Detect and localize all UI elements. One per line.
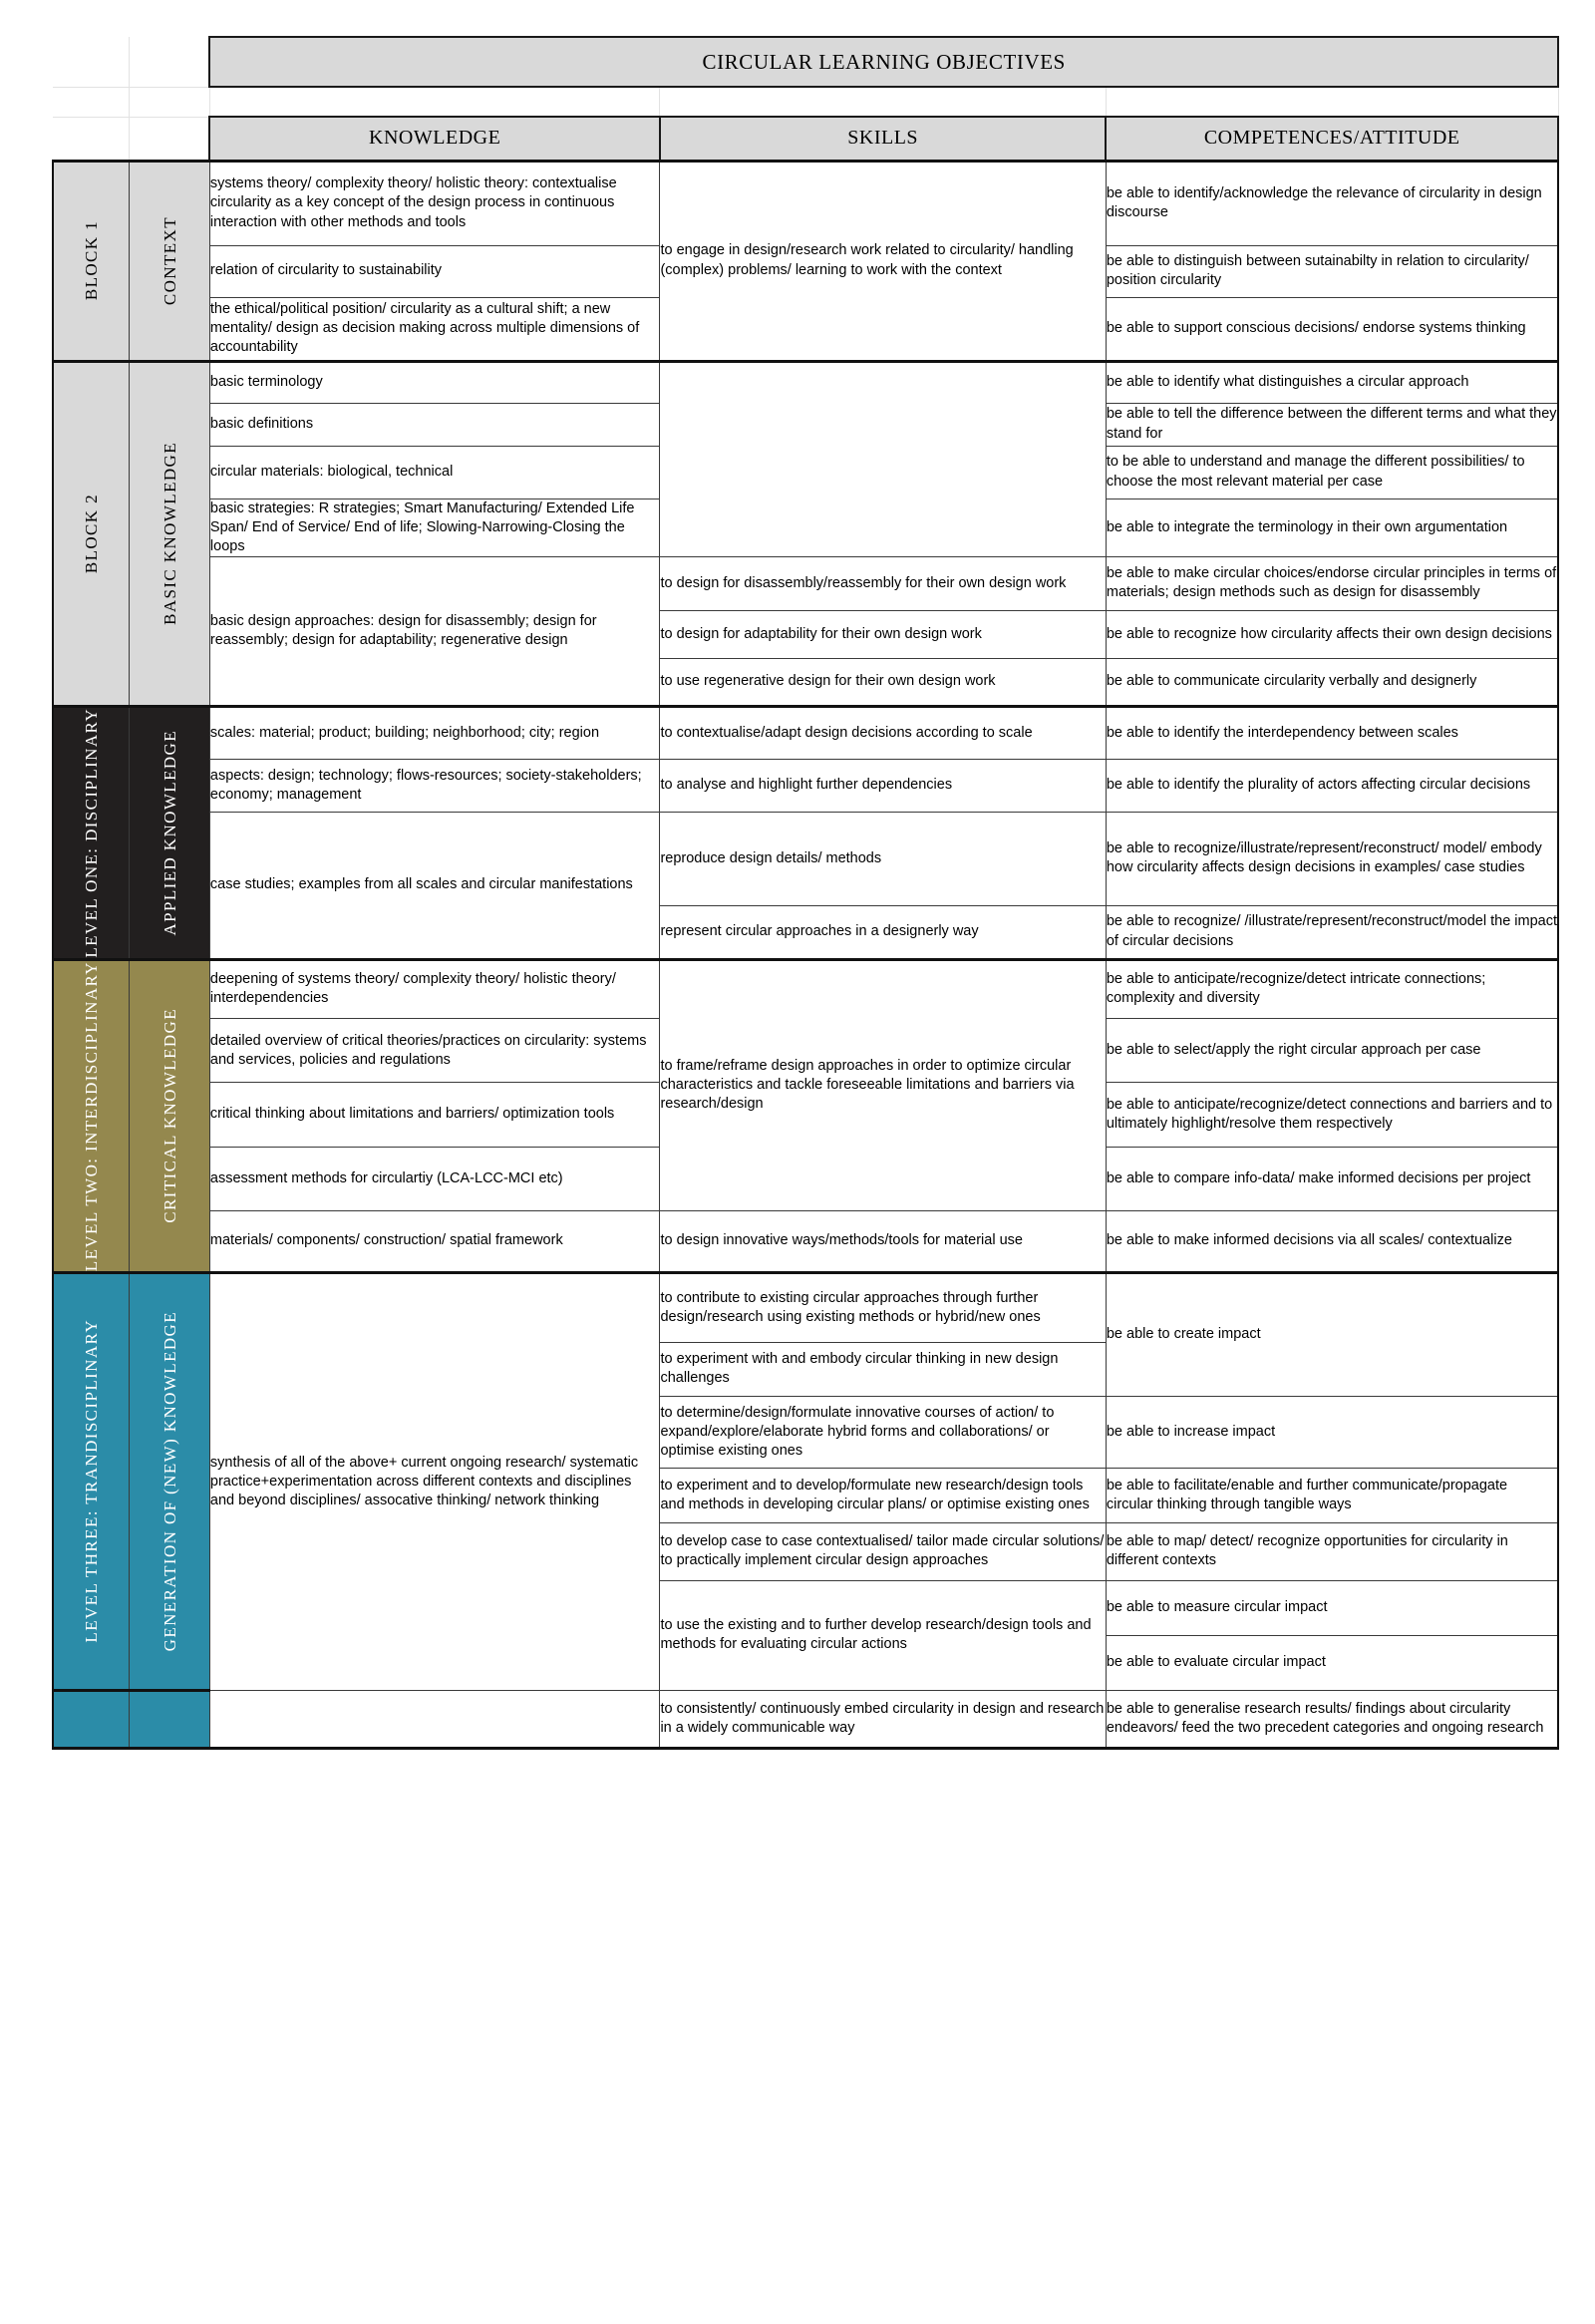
page-title: CIRCULAR LEARNING OBJECTIVES xyxy=(209,37,1558,87)
spreadsheet-sheet xyxy=(0,36,1595,2324)
competences-cell: be able to recognize/ /illustrate/represent/reconstruct/model the impact of circular decisions xyxy=(1106,905,1558,959)
skills-cell: to develop case to case contextualised/ tailor made circular solutions/ to practically implement circular design approaches xyxy=(660,1522,1106,1580)
level-band-level-two: LEVEL TWO: INTERDISCIPLINARY xyxy=(53,959,130,1272)
header-corner-b xyxy=(130,117,210,161)
knowledge-cell: case studies; examples from all scales and circular manifestations xyxy=(209,812,660,959)
competences-cell: be able to recognize/illustrate/represent/reconstruct/ model/ embody how circularity affects design decisions in examples/ case studies xyxy=(1106,812,1558,905)
knowledge-cell: relation of circularity to sustainability xyxy=(209,245,660,297)
knowledge-cell: assessment methods for circulartiy (LCA-LCC-MCI etc) xyxy=(209,1147,660,1210)
competences-cell: be able to tell the difference between the different terms and what they stand for xyxy=(1106,403,1558,446)
skills-cell: to design for adaptability for their own design work xyxy=(660,610,1106,658)
spacer-cell-a xyxy=(53,87,130,117)
category-band-context: CONTEXT xyxy=(130,161,210,361)
competences-cell: be able to generalise research results/ findings about circularity endeavors/ feed the two precedent categories and ongoing research xyxy=(1106,1690,1558,1748)
skills-cell: to design for disassembly/reassembly for their own design work xyxy=(660,556,1106,610)
table-row xyxy=(53,1272,1558,1342)
competences-cell: be able to identify the interdependency between scales xyxy=(1106,706,1558,759)
knowledge-cell: aspects: design; technology; flows-resources; society-stakeholders; economy; management xyxy=(209,759,660,812)
skills-cell: reproduce design details/ methods xyxy=(660,812,1106,905)
knowledge-cell: materials/ components/ construction/ spatial framework xyxy=(209,1210,660,1272)
knowledge-cell: basic definitions xyxy=(209,403,660,446)
competences-cell: be able to anticipate/recognize/detect connections and barriers and to ultimately highlight/resolve them respectively xyxy=(1106,1083,1558,1147)
competences-cell: be able to distinguish between sutainabilty in relation to circularity/ position circularity xyxy=(1106,245,1558,297)
spacer-cell-b xyxy=(130,87,210,117)
knowledge-cell: synthesis of all of the above+ current ongoing research/ systematic practice+experimentation across different contexts and disciplines and beyond disciplines/ assocative thinking/ network thinking xyxy=(209,1272,660,1690)
table-row xyxy=(53,1690,1558,1748)
competences-cell: be able to compare info-data/ make informed decisions per project xyxy=(1106,1147,1558,1210)
level-band-level-one: LEVEL ONE: DISCIPLINARY xyxy=(53,706,130,959)
competences-cell: be able to create impact xyxy=(1106,1272,1558,1396)
table-row xyxy=(53,556,1558,610)
knowledge-cell: the ethical/political position/ circularity as a cultural shift; a new mentality/ design as decision making across multiple dimensions of accountability xyxy=(209,297,660,361)
skills-cell: to use the existing and to further develop research/design tools and methods for evaluating circular actions xyxy=(660,1580,1106,1690)
competences-cell: be able to make circular choices/endorse circular principles in terms of materials; design methods such as design for disassembly xyxy=(1106,556,1558,610)
level-band-level-three: LEVEL THREE: TRANDISCIPLINARY xyxy=(53,1272,130,1690)
corner-cell-b xyxy=(130,37,210,87)
table-row xyxy=(53,959,1558,1019)
knowledge-cell: basic design approaches: design for disassembly; design for reassembly; design for adaptability; regenerative design xyxy=(209,556,660,706)
column-header-skills: SKILLS xyxy=(660,117,1106,161)
knowledge-cell: critical thinking about limitations and barriers/ optimization tools xyxy=(209,1083,660,1147)
table-row xyxy=(53,759,1558,812)
column-header-competences: COMPETENCES/ATTITUDE xyxy=(1106,117,1558,161)
skills-cell: represent circular approaches in a designerly way xyxy=(660,905,1106,959)
skills-cell: to contextualise/adapt design decisions according to scale xyxy=(660,706,1106,759)
table-row xyxy=(53,361,1558,403)
skills-cell: to use regenerative design for their own design work xyxy=(660,658,1106,706)
competences-cell: be able to identify the plurality of actors affecting circular decisions xyxy=(1106,759,1558,812)
knowledge-cell: basic terminology xyxy=(209,361,660,403)
skills-cell: to experiment with and embody circular thinking in new design challenges xyxy=(660,1342,1106,1396)
competences-cell: be able to communicate circularity verbally and designerly xyxy=(1106,658,1558,706)
table-row xyxy=(53,812,1558,905)
skills-cell: to experiment and to develop/formulate new research/design tools and methods in developing circular plans/ or optimise existing ones xyxy=(660,1468,1106,1522)
competences-cell: be able to make informed decisions via all scales/ contextualize xyxy=(1106,1210,1558,1272)
spacer-cell-c xyxy=(209,87,660,117)
table-row xyxy=(53,1210,1558,1272)
level-band-block1: BLOCK 1 xyxy=(53,161,130,361)
knowledge-cell: deepening of systems theory/ complexity theory/ holistic theory/ interdependencies xyxy=(209,959,660,1019)
skills-cell: to determine/design/formulate innovative courses of action/ to expand/explore/elaborate hybrid forms and collaborations/ or optimise existing ones xyxy=(660,1396,1106,1468)
title-row xyxy=(53,37,1558,87)
knowledge-cell: systems theory/ complexity theory/ holistic theory: contextualise circularity as a key concept of the design process in continuous interaction with other methods and tools xyxy=(209,161,660,245)
skills-cell-empty xyxy=(660,361,1106,556)
knowledge-cell: detailed overview of critical theories/practices on circularity: systems and services, policies and regulations xyxy=(209,1019,660,1083)
competences-cell: to be able to understand and manage the different possibilities/ to choose the most relevant material per case xyxy=(1106,446,1558,498)
table-row xyxy=(53,706,1558,759)
corner-cell-a xyxy=(53,37,130,87)
knowledge-cell-empty xyxy=(209,1690,660,1748)
competences-cell: be able to evaluate circular impact xyxy=(1106,1635,1558,1690)
category-band-basic-knowledge: BASIC KNOWLEDGE xyxy=(130,361,210,706)
competences-cell: be able to identify what distinguishes a circular approach xyxy=(1106,361,1558,403)
skills-cell: to engage in design/research work related to circularity/ handling (complex) problems/ learning to work with the context xyxy=(660,161,1106,361)
spacer-cell-d xyxy=(660,87,1106,117)
header-corner-a xyxy=(53,117,130,161)
competences-cell: be able to support conscious decisions/ endorse systems thinking xyxy=(1106,297,1558,361)
category-band-generation-new-knowledge: GENERATION OF (NEW) KNOWLEDGE xyxy=(130,1272,210,1690)
table-row xyxy=(53,161,1558,245)
spacer-row xyxy=(53,87,1558,117)
skills-cell: to consistently/ continuously embed circularity in design and research in a widely communicable way xyxy=(660,1690,1106,1748)
competences-cell: be able to anticipate/recognize/detect intricate connections; complexity and diversity xyxy=(1106,959,1558,1019)
skills-cell: to frame/reframe design approaches in order to optimize circular characteristics and tackle foreseeable limitations and barriers via research/design xyxy=(660,959,1106,1210)
circular-learning-objectives-table xyxy=(52,36,1559,1750)
category-band-level-three-tail xyxy=(130,1690,210,1748)
column-header-row xyxy=(53,117,1558,161)
skills-cell: to design innovative ways/methods/tools for material use xyxy=(660,1210,1106,1272)
competences-cell: be able to integrate the terminology in their own argumentation xyxy=(1106,498,1558,556)
competences-cell: be able to recognize how circularity affects their own design decisions xyxy=(1106,610,1558,658)
skills-cell: to analyse and highlight further dependencies xyxy=(660,759,1106,812)
competences-cell: be able to facilitate/enable and further communicate/propagate circular thinking through tangible ways xyxy=(1106,1468,1558,1522)
competences-cell: be able to map/ detect/ recognize opportunities for circularity in different contexts xyxy=(1106,1522,1558,1580)
competences-cell: be able to select/apply the right circular approach per case xyxy=(1106,1019,1558,1083)
competences-cell: be able to measure circular impact xyxy=(1106,1580,1558,1635)
knowledge-cell: scales: material; product; building; neighborhood; city; region xyxy=(209,706,660,759)
knowledge-cell: circular materials: biological, technical xyxy=(209,446,660,498)
category-band-critical-knowledge: CRITICAL KNOWLEDGE xyxy=(130,959,210,1272)
knowledge-cell: basic strategies: R strategies; Smart Manufacturing/ Extended Life Span/ End of Service/ End of life; Slowing-Narrowing-Closing the loops xyxy=(209,498,660,556)
level-band-block2: BLOCK 2 xyxy=(53,361,130,706)
competences-cell: be able to identify/acknowledge the relevance of circularity in design discourse xyxy=(1106,161,1558,245)
level-band-level-three-tail xyxy=(53,1690,130,1748)
skills-cell: to contribute to existing circular approaches through further design/research using existing methods or hybrid/new ones xyxy=(660,1272,1106,1342)
column-header-knowledge: KNOWLEDGE xyxy=(209,117,660,161)
competences-cell: be able to increase impact xyxy=(1106,1396,1558,1468)
spacer-cell-e xyxy=(1106,87,1558,117)
category-band-applied-knowledge: APPLIED KNOWLEDGE xyxy=(130,706,210,959)
